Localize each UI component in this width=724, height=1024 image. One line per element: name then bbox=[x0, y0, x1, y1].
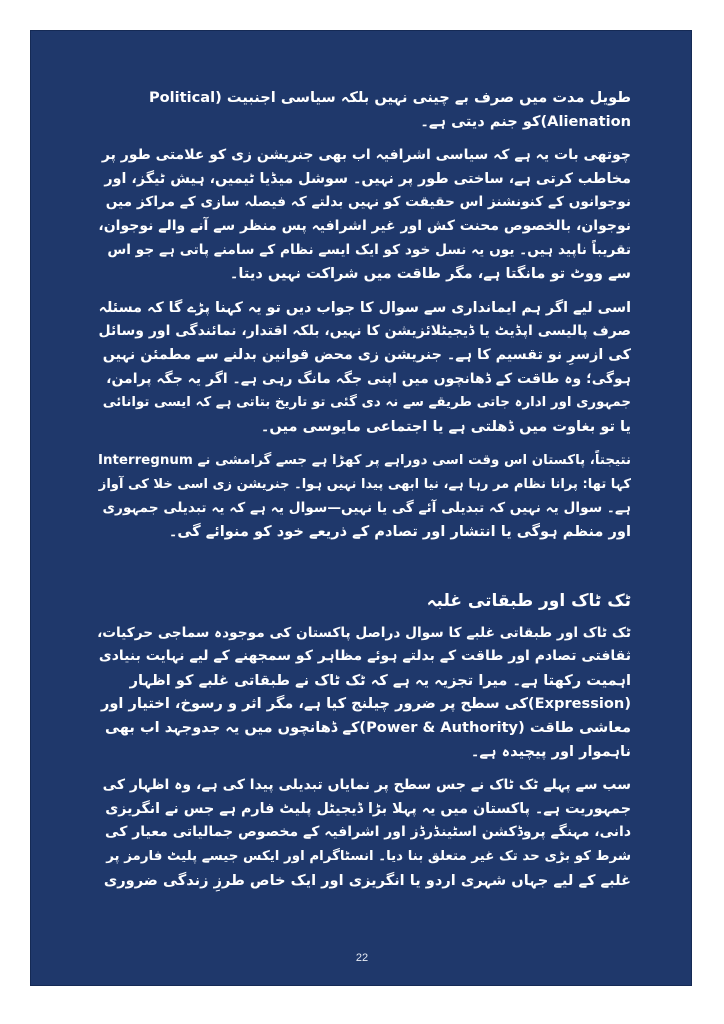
text-line: نوجوانوں کے کنونشنز اس حقیقت کو نہیں بدلتے کہ فیصلہ سازی کے مراکز میں bbox=[105, 194, 631, 211]
text-line: Alienation)کو جنم دیتی ہے۔ bbox=[420, 112, 631, 130]
paragraph-interregnum bbox=[96, 449, 631, 543]
text-line: ٹک ٹاک اور طبقاتی غلبے کا سوال دراصل پاکستان کی موجودہ سماجی حرکیات، bbox=[97, 624, 631, 641]
text-line: اہمیت رکھتا ہے۔ میرا تجزیہ یہ ہے کہ ٹک ٹاک نے طبقاتی غلبے کو اظہار bbox=[129, 671, 631, 689]
text-line: طویل مدت میں صرف بے چینی نہیں بلکہ سیاسی اجنبیت (Political bbox=[148, 89, 631, 106]
text-line: اسی لیے اگر ہم ایمانداری سے سوال کا جواب دیں تو یہ کہنا پڑے گا کہ مسئلہ bbox=[98, 299, 631, 316]
text-line: سب سے پہلے ٹک ٹاک نے جس سطح پر نمایاں تبدیلی پیدا کی ہے، وہ اظہار کی bbox=[102, 777, 631, 794]
paragraph-expression-democracy bbox=[96, 774, 631, 892]
paragraph-tiktok-class bbox=[96, 622, 631, 764]
paragraph-elite-symbolic bbox=[96, 144, 631, 286]
text-line: ہے۔ سوال یہ نہیں کہ تبدیلی آئے گی یا نہیں—سوال یہ ہے کہ یہ تبدیلی جمہوری bbox=[102, 499, 631, 516]
text-line: نوجوان، بالخصوص محنت کش اور غیر اشرافیہ پس منظر سے آنے والے نوجوان، bbox=[98, 217, 631, 234]
text-line: کی ازسرِ نو تقسیم کا ہے۔ جنریشن زی محض قوانین بدلنے سے مطمئن نہیں bbox=[102, 346, 631, 363]
section-heading: ٹک ٹاک اور طبقاتی غلبہ bbox=[426, 590, 631, 611]
text-line: مخاطب کرتی ہے، ساختی طور پر نہیں۔ سوشل میڈیا ٹیمیں، ہیش ٹیگز، اور bbox=[104, 170, 631, 187]
paragraph-political-alienation bbox=[96, 86, 631, 133]
text-line: کہا تھا: پرانا نظام مر رہا ہے، نیا ابھی پیدا نہیں ہوا۔ جنریشن زی اسی خلا کی آواز bbox=[98, 476, 631, 492]
text-line: تقریباً ناپید ہیں۔ یوں یہ نسل خود کو ایک ایسے نظام کے سامنے پاتی ہے جو اس bbox=[107, 241, 631, 258]
text-line: ثقافتی تصادم اور طاقت کے بدلتے ہوئے مظاہر کو سمجھنے کے لیے نہایت بنیادی bbox=[98, 648, 631, 665]
text-line: نتیجتاً، پاکستان اس وقت اسی دوراہے پر کھڑا ہے جسے گرامشی نے Interregnum bbox=[97, 453, 631, 469]
article-body bbox=[96, 86, 631, 903]
text-line: (Expression)کی سطح پر ضرور چیلنج کیا ہے، مگر اثر و رسوخ، اختیار اور bbox=[100, 695, 631, 713]
text-line: شرط کو بڑی حد تک غیر متعلق بنا دیا۔ انسٹاگرام اور ایکس جیسے پلیٹ فارمز پر bbox=[106, 849, 631, 865]
text-line: جمہوری اور ادارہ جاتی طریقے سے نہ دی گئی تو تاریخ بتاتی ہے کہ ایسی توانائی bbox=[102, 395, 631, 411]
text-line: ناہموار اور پیچیدہ ہے۔ bbox=[470, 742, 631, 760]
paragraph-power-redistribution bbox=[96, 297, 631, 439]
text-line: ہوگی؛ وہ طاقت کے ڈھانچوں میں اپنی جگہ مانگ رہی ہے۔ اگر یہ جگہ پرامن، bbox=[106, 370, 631, 387]
text-line: یا تو بغاوت میں ڈھلتی ہے یا اجتماعی مایوسی میں۔ bbox=[260, 417, 631, 435]
text-line: چوتھی بات یہ ہے کہ سیاسی اشرافیہ اب بھی جنریشن زی کو علامتی طور پر bbox=[101, 147, 631, 164]
text-line: سے ووٹ تو مانگتا ہے، مگر طاقت میں شراکت نہیں دیتا۔ bbox=[229, 265, 631, 283]
page-number: 22 bbox=[355, 952, 369, 964]
text-line: اور منظم ہوگی یا انتشار اور تصادم کے ذریعے خود کو منوائے گی۔ bbox=[168, 523, 631, 541]
text-line: صرف پالیسی اپڈیٹ یا ڈیجیٹلائزیشن کا نہیں، بلکہ اقتدار، نمائندگی اور وسائل bbox=[98, 323, 631, 340]
text-line: جمہوریت ہے۔ پاکستان میں یہ پہلا بڑا ڈیجیٹل پلیٹ فارم ہے جس نے انگریزی bbox=[105, 800, 631, 817]
text-line: دانی، مہنگے پروڈکشن اسٹینڈرڈز اور اشرافیہ کے مخصوص جمالیاتی معیار کی bbox=[105, 824, 631, 841]
text-line: غلبے کے لیے جہاں شہری اردو یا انگریزی اور ایک خاص طرزِ زندگی ضروری bbox=[103, 871, 631, 889]
text-line: معاشی طاقت (Power & Authority)کے ڈھانچوں میں یہ جدوجہد اب بھی bbox=[104, 719, 631, 737]
